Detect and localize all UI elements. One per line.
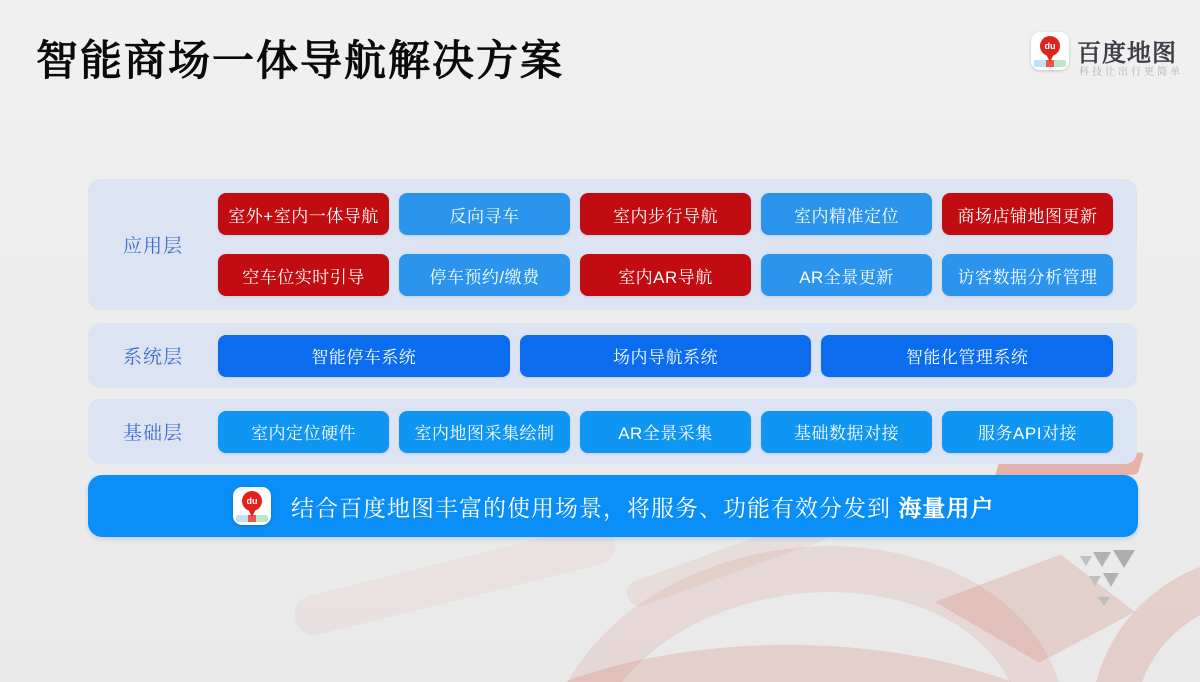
layer-panel-foundation <box>88 399 1137 464</box>
layer-label-foundation: 基础层 <box>122 423 183 444</box>
layer-block-foundation: 室内地图采集绘制 <box>399 411 570 453</box>
logo-tagline: 科技让出行更简单 <box>1079 67 1183 78</box>
layer-block-application: 空车位实时引导 <box>218 254 389 296</box>
layer-rows-application <box>218 179 1137 310</box>
layer-block-application: 访客数据分析管理 <box>942 254 1113 296</box>
layer-block-application: 商场店铺地图更新 <box>942 193 1113 235</box>
button-row <box>218 193 1113 235</box>
baidu-maps-logo <box>1031 32 1181 76</box>
button-row <box>218 254 1113 296</box>
bottom-banner <box>88 475 1138 537</box>
layer-block-application: 停车预约/缴费 <box>399 254 570 296</box>
layer-label-system: 系统层 <box>122 347 183 368</box>
layer-panel-system <box>88 323 1137 388</box>
baidu-maps-app-icon <box>233 487 271 525</box>
triangle-decoration <box>1093 552 1111 567</box>
layer-block-application: 反向寻车 <box>399 193 570 235</box>
page-title: 智能商场一体导航解决方案 <box>36 37 565 84</box>
layer-label-application: 应用层 <box>122 236 183 257</box>
triangle-decoration <box>1103 573 1119 587</box>
banner-text-highlight: 海量用户 <box>898 494 995 521</box>
button-row <box>218 411 1113 453</box>
layer-block-foundation: 服务API对接 <box>942 411 1113 453</box>
layer-block-application: 室外+室内一体导航 <box>218 193 389 235</box>
layer-block-system: 智能停车系统 <box>218 335 510 377</box>
layer-block-foundation: 室内定位硬件 <box>218 411 389 453</box>
background-red-swirl <box>430 645 1146 682</box>
layer-block-application: 室内精准定位 <box>761 193 932 235</box>
banner-text <box>291 490 994 523</box>
triangle-decoration <box>1089 576 1101 586</box>
layer-rows-foundation <box>218 399 1137 464</box>
layer-block-system: 场内导航系统 <box>520 335 812 377</box>
layer-block-foundation: AR全景采集 <box>580 411 751 453</box>
triangle-decoration <box>1080 556 1092 566</box>
triangle-decoration <box>1113 550 1135 568</box>
logo-name: 百度地图 <box>1077 40 1177 67</box>
background-streak <box>290 521 620 640</box>
map-pin-tail <box>1046 54 1054 62</box>
banner-text-main: 结合百度地图丰富的使用场景，将服务、功能有效分发到 <box>291 494 899 521</box>
layer-panel-application <box>88 179 1137 310</box>
map-pin-icon: du <box>242 491 262 511</box>
layer-rows-system <box>218 323 1137 388</box>
layer-block-foundation: 基础数据对接 <box>761 411 932 453</box>
layer-block-application: 室内步行导航 <box>580 193 751 235</box>
layer-block-system: 智能化管理系统 <box>821 335 1113 377</box>
baidu-maps-app-icon <box>1031 32 1069 70</box>
button-row <box>218 335 1113 377</box>
layer-block-application: AR全景更新 <box>761 254 932 296</box>
map-pin-icon: du <box>1040 36 1060 56</box>
layer-block-application: 室内AR导航 <box>580 254 751 296</box>
triangle-decoration <box>1098 597 1110 606</box>
map-pin-tail <box>248 509 256 517</box>
